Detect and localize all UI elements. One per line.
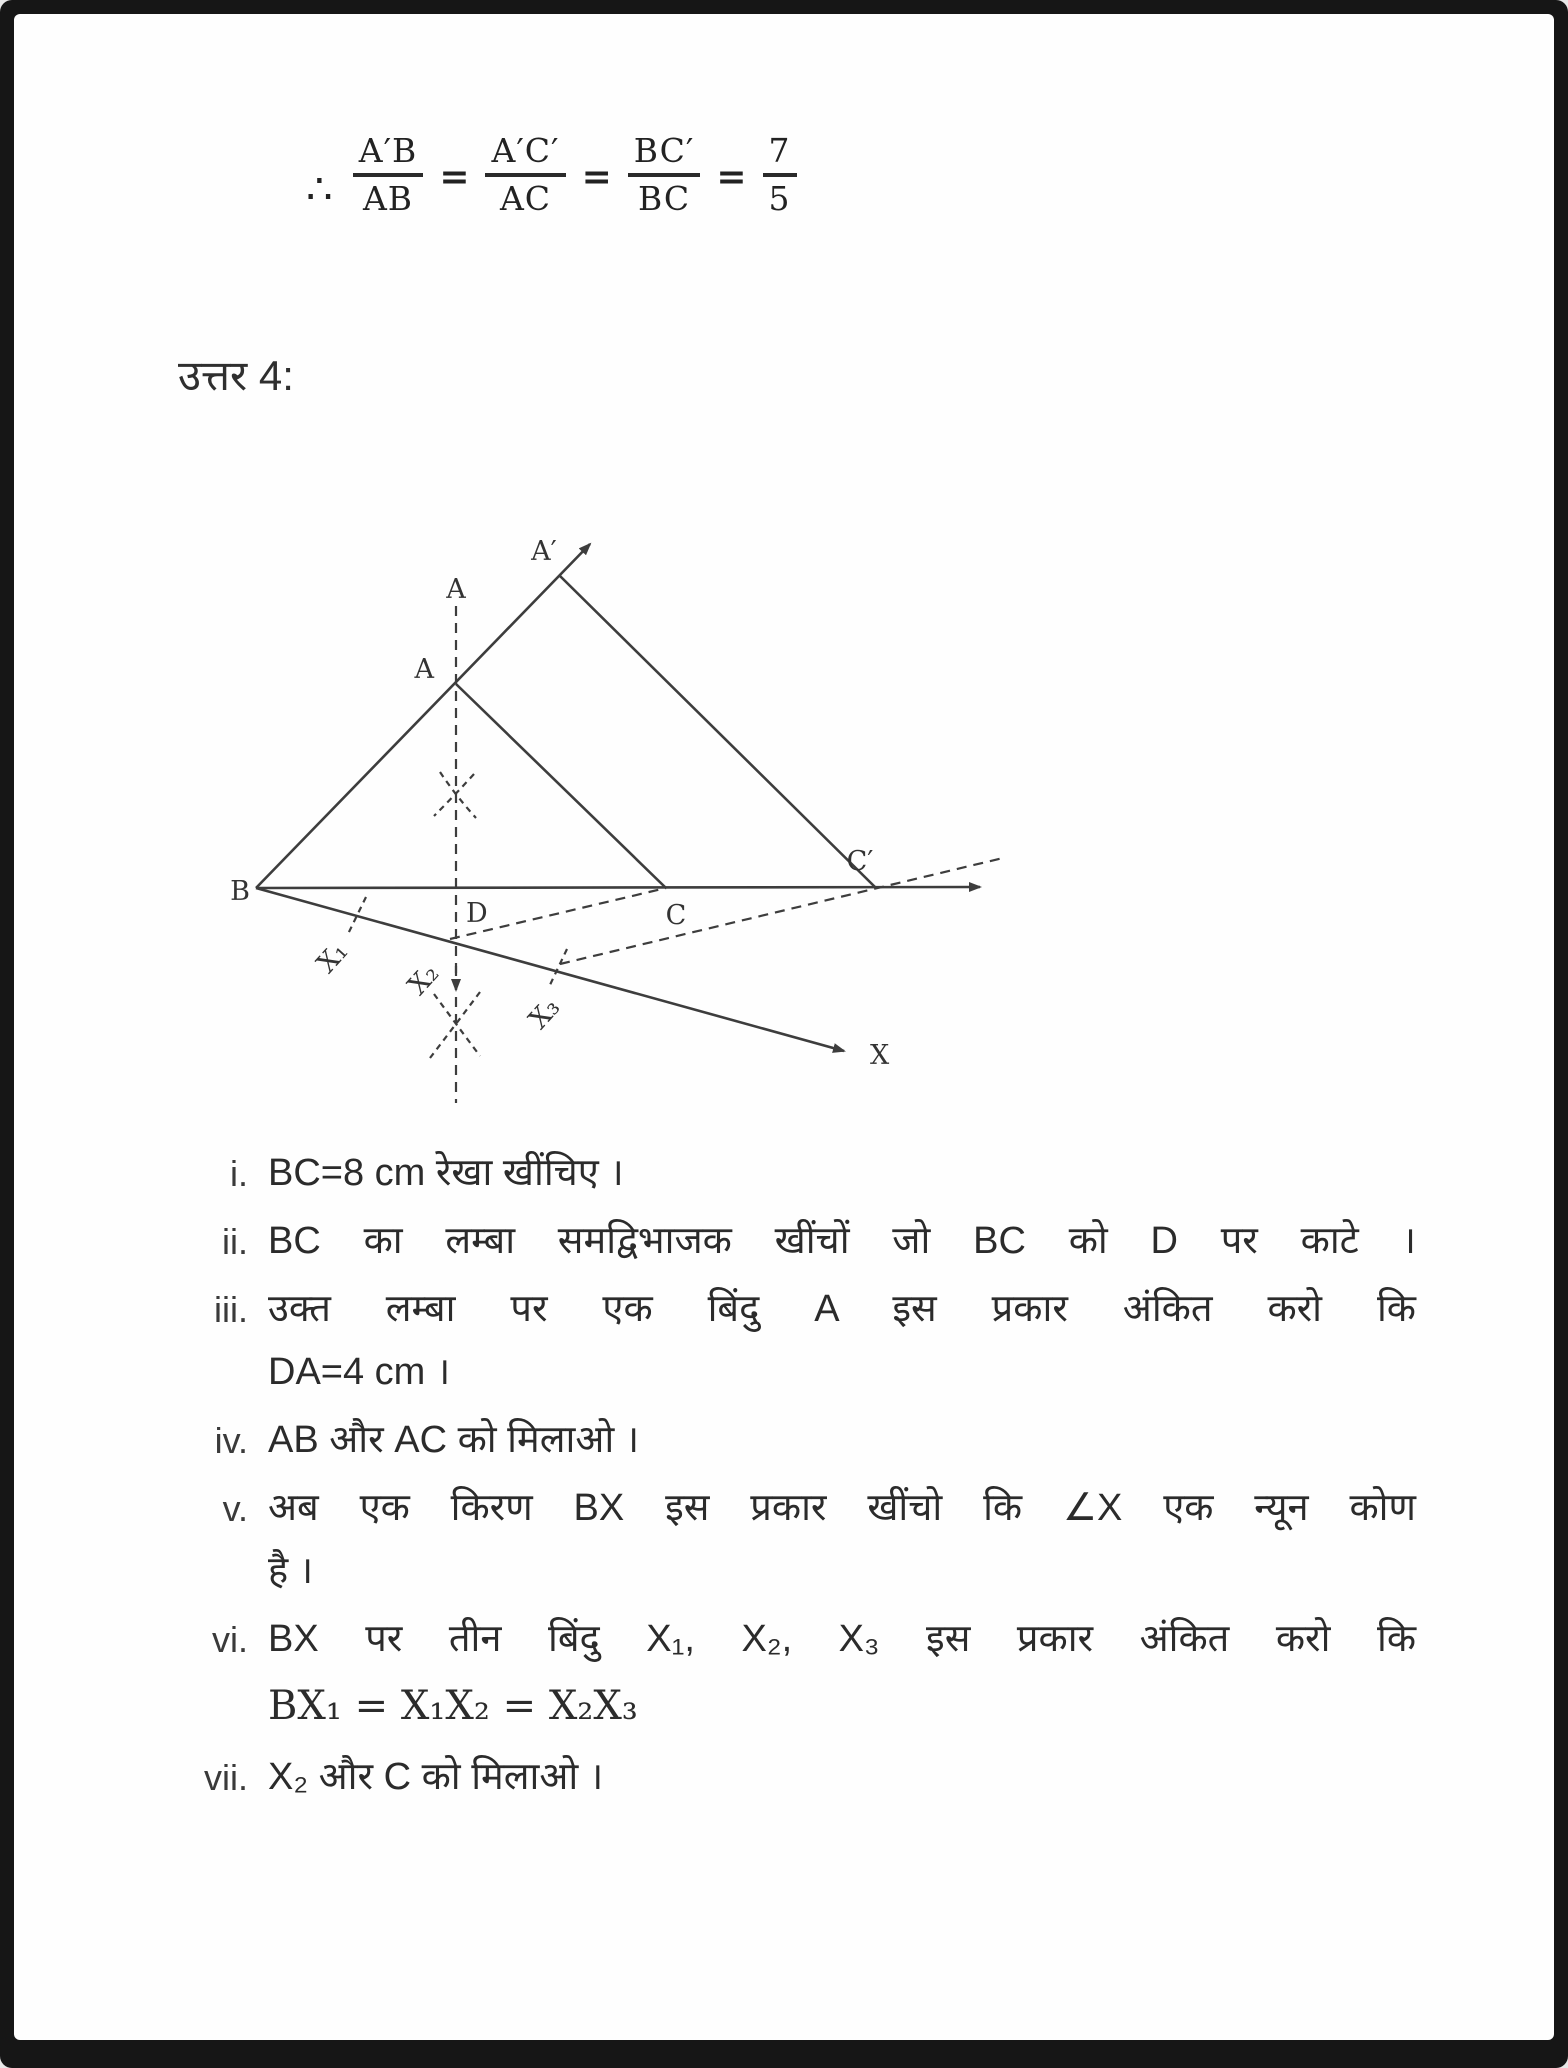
tick-x3 — [549, 949, 567, 987]
equals-sign: = — [716, 155, 747, 198]
step-number: vii. — [204, 1757, 248, 1798]
step-item — [182, 1746, 1416, 1809]
fraction-ac — [485, 132, 565, 218]
therefore-symbol: ∴ — [306, 164, 333, 214]
document-page — [14, 14, 1554, 2040]
fraction-numerator: 7 — [763, 132, 797, 177]
step-line: BX पर तीन बिंदु X₁, X₂, X₃ इस प्रकार अंकित करो कि — [268, 1618, 1416, 1660]
step-text — [268, 1210, 1416, 1273]
step-text — [268, 1278, 1416, 1404]
step-text — [268, 1608, 1416, 1741]
construction-steps-list — [182, 1142, 1416, 1814]
step-number: vi. — [212, 1619, 248, 1660]
fraction-numerator: A′B — [353, 132, 424, 177]
step-line: X₂ और C को मिलाओ । — [268, 1756, 604, 1798]
fraction-ratio-value — [763, 132, 797, 218]
step-line: उक्त लम्बा पर एक बिंदु A इस प्रकार अंकित करो कि — [268, 1288, 1416, 1330]
label-x2: X₂ — [402, 958, 446, 1002]
dashed-x3-c-prime — [560, 858, 1003, 964]
step-text — [268, 1746, 1416, 1809]
step-number: ii. — [222, 1221, 248, 1262]
step-line: BX₁ = X₁X₂ = X₂X₃ — [268, 1683, 638, 1729]
step-item — [182, 1477, 1416, 1603]
label-c: C — [665, 900, 687, 931]
step-item — [182, 1142, 1416, 1205]
label-x1: X₁ — [311, 936, 355, 980]
label-x3: X₃ — [523, 992, 567, 1036]
ratio-formula — [306, 132, 797, 218]
step-text — [268, 1477, 1416, 1603]
step-item — [182, 1608, 1416, 1741]
geometry-figure — [228, 518, 1008, 1128]
fraction-denominator: 5 — [768, 178, 791, 218]
fraction-denominator: BC — [637, 178, 691, 218]
label-b: B — [230, 876, 250, 907]
answer-heading: उत्तर 4: — [178, 352, 294, 399]
segment-aprime-cprime — [560, 576, 875, 887]
step-item — [182, 1278, 1416, 1404]
step-item — [182, 1409, 1416, 1472]
label-a-prime: A′ — [531, 536, 557, 567]
step-number: iii. — [214, 1289, 248, 1330]
fraction-ab — [353, 132, 424, 218]
step-line: अब एक किरण BX इस प्रकार खींचो कि ∠X एक न्यून कोण — [268, 1487, 1416, 1529]
fraction-numerator: BC′ — [628, 132, 701, 177]
step-line: DA=4 cm । — [268, 1351, 451, 1393]
segment-a-c — [456, 684, 666, 888]
step-number: i. — [230, 1153, 248, 1194]
label-a-apex: A — [414, 654, 434, 685]
label-d: D — [466, 898, 488, 929]
fraction-bc — [628, 132, 701, 218]
step-line: BC का लम्बा समद्विभाजक खींचों जो BC को D पर काटे । — [268, 1220, 1416, 1262]
line-bc-extended — [256, 887, 980, 888]
step-text — [268, 1409, 1416, 1472]
step-text — [268, 1142, 1416, 1205]
label-x-end: X — [870, 1040, 890, 1071]
step-line: है । — [268, 1550, 314, 1592]
label-a-top: A — [446, 574, 466, 605]
step-number: v. — [222, 1488, 248, 1529]
label-c-prime: C′ — [846, 846, 874, 877]
ray-b-a-prime — [256, 544, 590, 888]
fraction-denominator: AB — [362, 178, 414, 218]
fraction-denominator: AC — [499, 178, 552, 218]
step-line: AB और AC को मिलाओ । — [268, 1419, 640, 1461]
fraction-numerator: A′C′ — [485, 132, 565, 177]
equals-sign: = — [439, 155, 470, 198]
step-number: iv. — [214, 1420, 248, 1461]
step-line: BC=8 cm रेखा खींचिए । — [268, 1152, 624, 1194]
construction-diagram — [228, 518, 1008, 1128]
equals-sign: = — [581, 155, 612, 198]
step-item — [182, 1210, 1416, 1273]
